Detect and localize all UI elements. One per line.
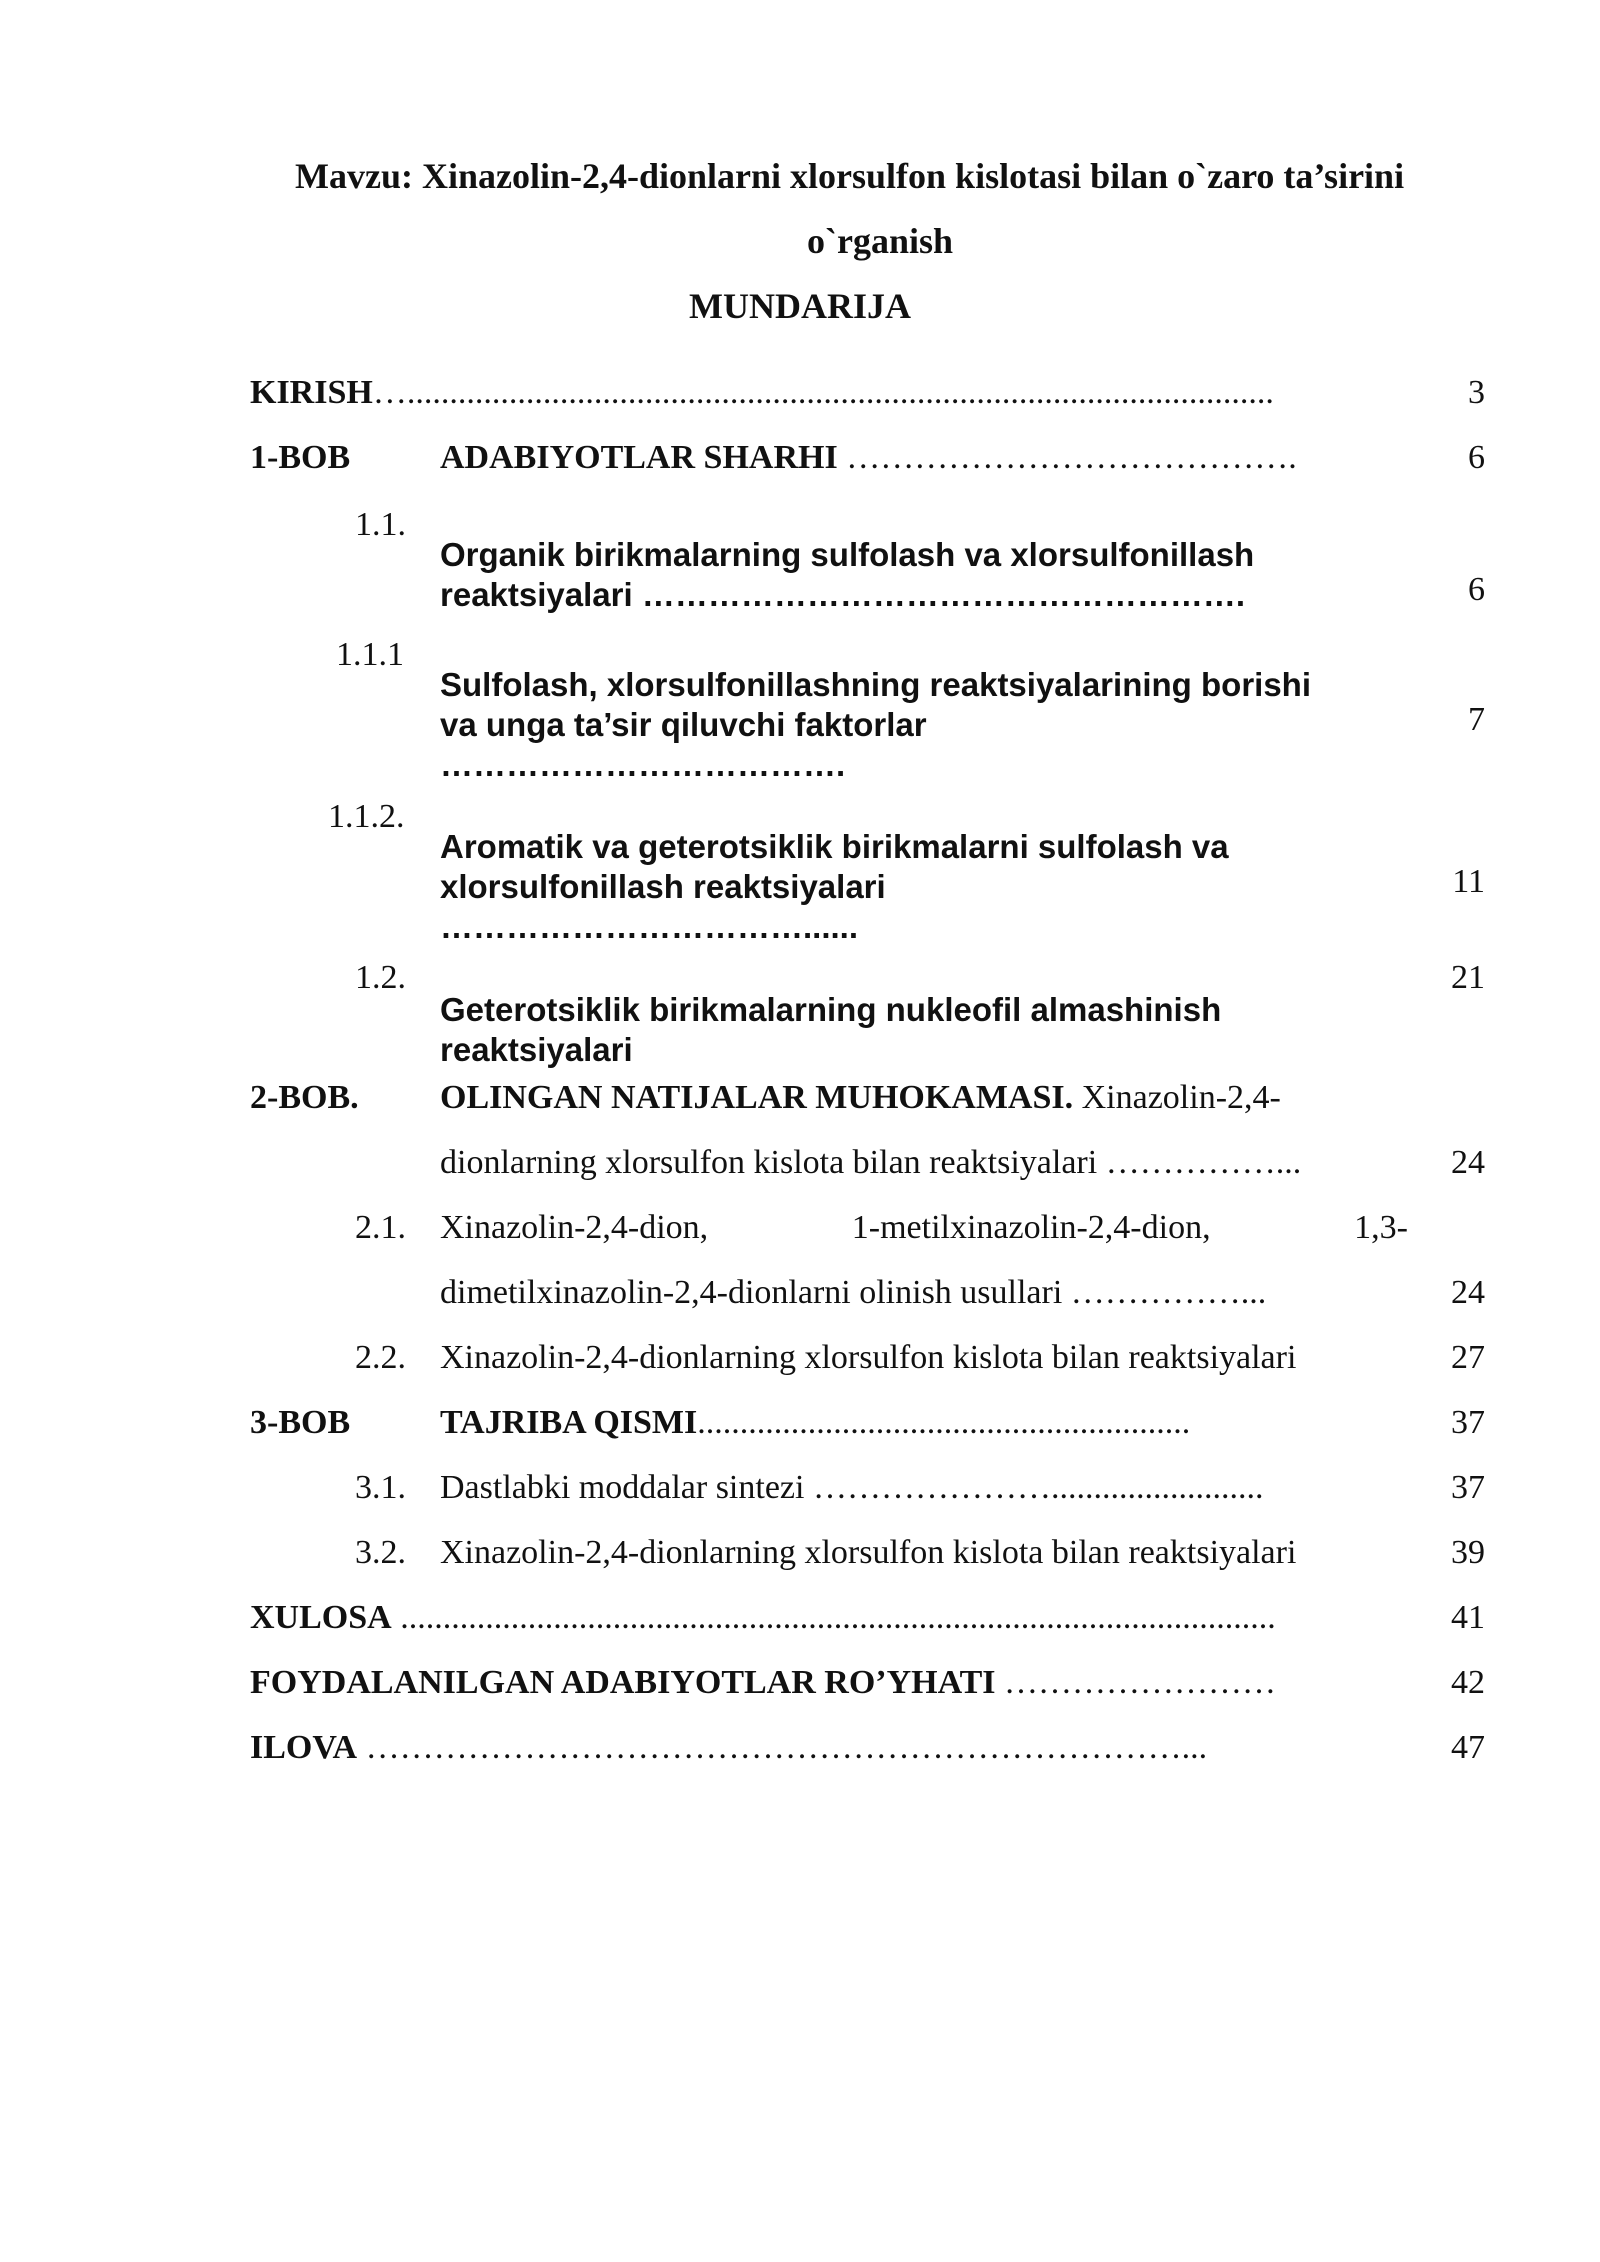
toc-section-number: 1.2.	[355, 959, 406, 996]
toc-section-title: Aromatik va geterotsiklik birikmalarni sulfolash va	[440, 828, 1229, 865]
toc-page-number: 27	[1451, 1339, 1485, 1376]
toc-page-number: 42	[1451, 1664, 1485, 1701]
toc-section-number: 3.2.	[355, 1534, 406, 1571]
toc-section-number: 1.1.2.	[328, 798, 405, 835]
toc-section-title-cont: xlorsulfonillash reaktsiyalari	[440, 868, 886, 905]
toc-leader-dots: ……………………	[995, 1664, 1277, 1701]
toc-page-number: 41	[1451, 1599, 1485, 1636]
toc-section-title: Organik birikmalarning sulfolash va xlorsulfonillash	[440, 536, 1255, 573]
toc-page-number: 39	[1451, 1534, 1485, 1571]
toc-leader-dots: ………………….........................	[812, 1469, 1264, 1506]
toc-label: ILOVA	[250, 1729, 358, 1766]
toc-page-number: 24	[1451, 1144, 1485, 1181]
toc-section-title	[440, 1208, 1408, 1248]
toc-heading: MUNDARIJA	[689, 286, 911, 326]
toc-page-number: 21	[1451, 959, 1485, 996]
toc-leader-dots: ……………………………......	[440, 908, 859, 945]
toc-section-title-cont: va unga ta’sir qiluvchi faktorlar	[440, 706, 927, 743]
toc-page-number: 37	[1451, 1404, 1485, 1441]
toc-entry-references	[250, 1663, 1276, 1703]
toc-section-title-cont: dimetilxinazolin-2,4-dionlarni olinish usullari ……………...	[440, 1274, 1267, 1311]
toc-entry-bob2-cont: dionlarning xlorsulfon kislota bilan reaktsiyalari ……………...	[440, 1144, 1302, 1181]
toc-section-title-cont: reaktsiyalari ……………………………………………….	[440, 576, 1245, 613]
toc-leader-dots: ………………………………….	[837, 439, 1297, 476]
toc-page-number: 47	[1451, 1729, 1485, 1766]
toc-entry-xulosa	[250, 1598, 1276, 1638]
toc-section-number: 3.1.	[355, 1469, 406, 1506]
toc-entry-bob1	[440, 438, 1297, 478]
toc-page-number: 3	[1468, 374, 1485, 411]
toc-page-number: 6	[1468, 571, 1485, 608]
toc-page-number: 11	[1452, 863, 1485, 900]
toc-section-title: Dastlabki moddalar sintezi	[440, 1469, 813, 1506]
toc-leader-dots: ..........................................................	[697, 1404, 1191, 1441]
document-title-line1: Mavzu: Xinazolin-2,4-dionlarni xlorsulfon kislotasi bilan o`zaro ta’sirini	[295, 156, 1405, 196]
toc-page-number: 37	[1451, 1469, 1485, 1506]
toc-chapter-number: 3-BOB	[250, 1404, 351, 1441]
toc-label: XULOSA	[250, 1599, 392, 1636]
toc-section-title: Xinazolin-2,4-dionlarning xlorsulfon kislota bilan reaktsiyalari	[440, 1534, 1297, 1571]
toc-title-part: 1,3-	[1354, 1209, 1408, 1246]
toc-page-number: 7	[1468, 701, 1485, 738]
toc-page-number: 6	[1468, 439, 1485, 476]
toc-leader-dots: .......................................................................................................	[391, 1599, 1276, 1636]
toc-label: TAJRIBA QISMI	[440, 1404, 698, 1441]
toc-label: ADABIYOTLAR SHARHI	[440, 439, 838, 476]
toc-section-number: 1.1.1	[336, 636, 404, 673]
toc-section-number: 1.1.	[355, 506, 406, 543]
toc-leader-dots: ……………………………….	[440, 746, 846, 783]
toc-label: KIRISH	[250, 374, 373, 411]
toc-title-part: 1-metilxinazolin-2,4-dion,	[851, 1209, 1211, 1246]
toc-label-rest: Xinazolin-2,4-	[1073, 1079, 1281, 1116]
toc-leader-dots: ………………………………………………………………...	[357, 1729, 1208, 1766]
toc-leader-dots: …......................................................................................................	[372, 374, 1274, 411]
toc-section-title-cont: reaktsiyalari	[440, 1031, 633, 1068]
toc-entry-bob2	[440, 1078, 1281, 1118]
toc-section-number: 2.2.	[355, 1339, 406, 1376]
toc-entry-s3-1	[440, 1468, 1263, 1508]
toc-section-title: Sulfolash, xlorsulfonillashning reaktsiyalarining borishi	[440, 666, 1312, 703]
toc-title-part: Xinazolin-2,4-dion,	[440, 1209, 709, 1246]
toc-page-number: 24	[1451, 1274, 1485, 1311]
toc-section-number: 2.1.	[355, 1209, 406, 1246]
toc-entry-ilova	[250, 1728, 1207, 1768]
toc-label: OLINGAN NATIJALAR MUHOKAMASI.	[440, 1079, 1074, 1116]
toc-section-title: Geterotsiklik birikmalarning nukleofil almashinish	[440, 991, 1222, 1028]
document-title-line2: o`rganish	[806, 221, 954, 261]
toc-label: FOYDALANILGAN ADABIYOTLAR RO’YHATI	[250, 1664, 996, 1701]
toc-entry-bob3	[440, 1403, 1190, 1443]
toc-section-title: Xinazolin-2,4-dionlarning xlorsulfon kislota bilan reaktsiyalari	[440, 1339, 1297, 1376]
toc-chapter-number: 1-BOB	[250, 439, 351, 476]
toc-entry-kirish	[250, 373, 1274, 413]
toc-chapter-number: 2-BOB.	[250, 1079, 359, 1116]
